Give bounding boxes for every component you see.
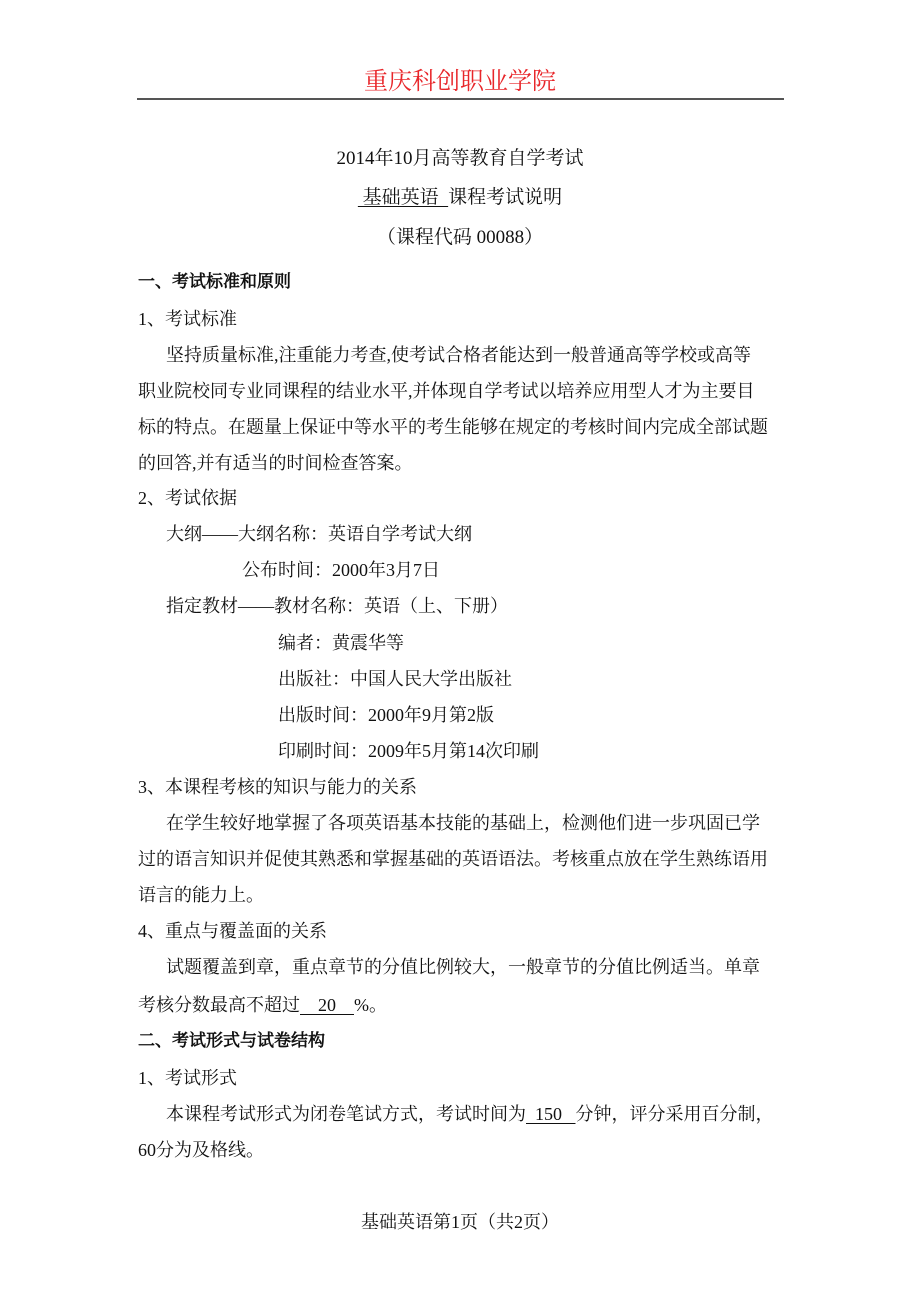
section-heading-2: 二、考试形式与试卷结构 xyxy=(138,1031,325,1051)
page-footer: 基础英语第1页（共2页） xyxy=(361,1212,559,1232)
title-suffix: 课程考试说明 xyxy=(448,187,563,208)
paragraph-line: 过的语言知识并促使其熟悉和掌握基础的英语语法。考核重点放在学生熟练语用 xyxy=(138,849,768,869)
paragraph-line: 试题覆盖到章，重点章节的分值比例较大，一般章节的分值比例适当。单章 xyxy=(166,957,760,977)
text: 分钟，评分采用百分制， xyxy=(575,1104,774,1124)
paragraph-line: 的回答,并有适当的时间检查答案。 xyxy=(138,453,413,473)
course-name: 基础英语 xyxy=(357,187,449,208)
paragraph-line: 标的特点。在题量上保证中等水平的考生能够在规定的考核时间内完成全部试题 xyxy=(138,417,768,437)
paragraph-line: 职业院校同专业同课程的结业水平,并体现自学考试以培养应用型人才为主要目 xyxy=(138,381,755,401)
basis-item: 大纲——大纲名称：英语自学考试大纲 xyxy=(166,524,472,544)
subheading-1-2: 2、考试依据 xyxy=(138,488,237,508)
subheading-1-1: 1、考试标准 xyxy=(138,309,237,329)
subheading-1-4: 4、重点与覆盖面的关系 xyxy=(138,921,327,941)
paragraph-line xyxy=(138,994,387,1016)
doc-title-line1: 2014年10月高等教育自学考试 xyxy=(336,148,584,169)
basis-item: 出版时间：2000年9月第2版 xyxy=(278,705,494,725)
basis-item: 公布时间：2000年3月7日 xyxy=(242,560,440,580)
header-rule xyxy=(137,98,784,100)
text: 考核分数最高不超过 xyxy=(138,995,300,1015)
basis-item: 印刷时间：2009年5月第14次印刷 xyxy=(278,741,539,761)
paragraph-line xyxy=(166,1103,774,1125)
paragraph-line: 60分为及格线。 xyxy=(138,1140,264,1160)
max-percent-blank: 20 xyxy=(300,995,354,1015)
basis-item: 指定教材——教材名称：英语（上、下册） xyxy=(166,596,508,616)
section-heading-1: 一、考试标准和原则 xyxy=(138,272,291,292)
subheading-2-1: 1、考试形式 xyxy=(138,1068,237,1088)
paragraph-line: 在学生较好地掌握了各项英语基本技能的基础上，检测他们进一步巩固已学 xyxy=(166,813,760,833)
basis-item: 出版社：中国人民大学出版社 xyxy=(278,669,512,689)
basis-item: 编者：黄震华等 xyxy=(278,633,404,653)
subheading-1-3: 3、本课程考核的知识与能力的关系 xyxy=(138,777,417,797)
doc-title-line2 xyxy=(0,187,920,209)
paragraph-line: 坚持质量标准,注重能力考查,使考试合格者能达到一般普通高等学校或高等 xyxy=(166,345,751,365)
exam-minutes-blank: 150 xyxy=(526,1104,576,1124)
paragraph-line: 语言的能力上。 xyxy=(138,885,264,905)
text: %。 xyxy=(354,995,387,1015)
institution-header: 重庆科创职业学院 xyxy=(364,69,556,95)
doc-title-code: （课程代码 00088） xyxy=(376,227,544,248)
text: 本课程考试形式为闭卷笔试方式，考试时间为 xyxy=(166,1104,526,1124)
